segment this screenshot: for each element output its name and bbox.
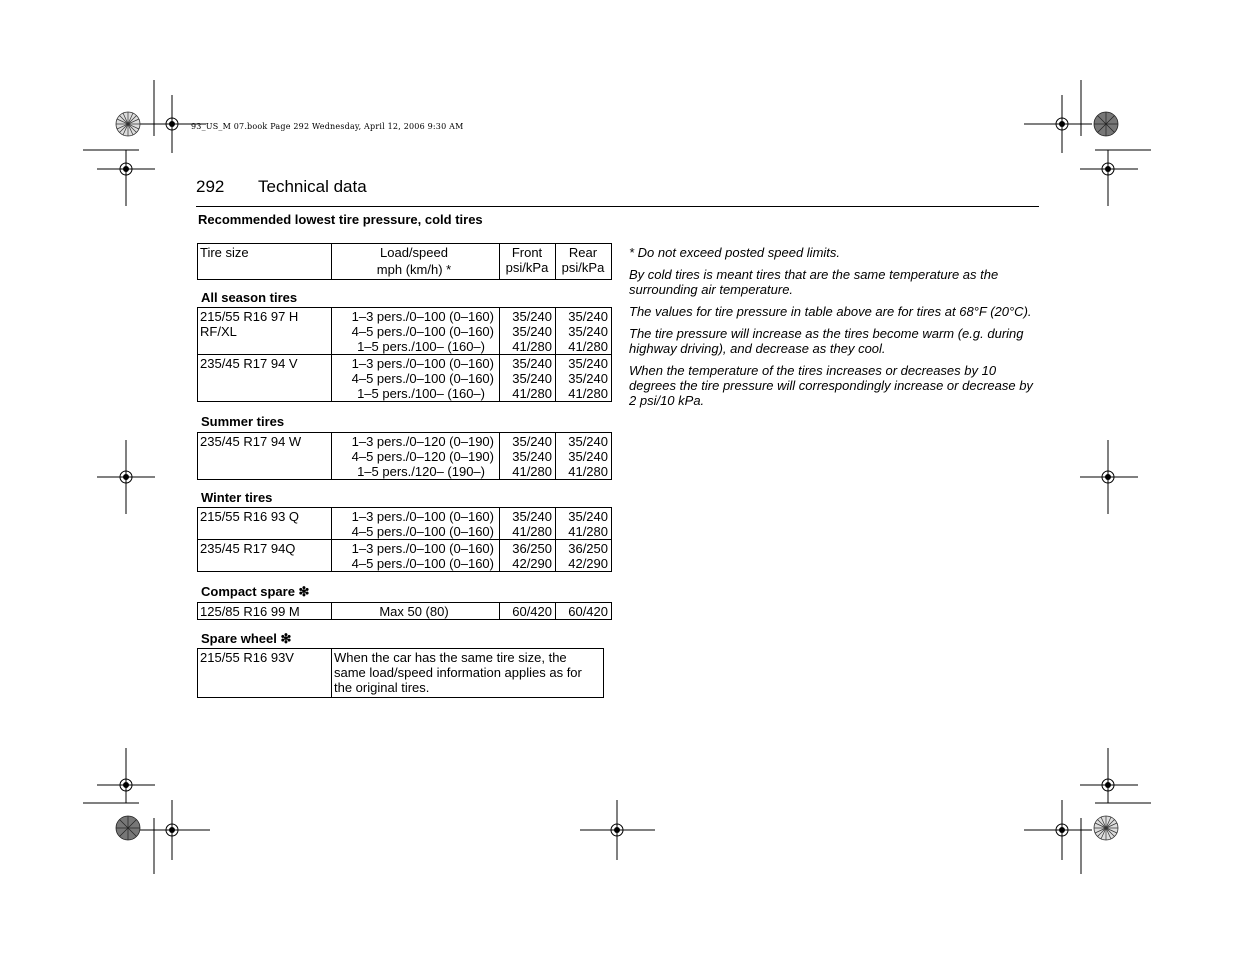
tire-size-cell: 215/55 R16 97 H RF/XL [198,308,332,355]
starburst-bottom-right [1094,816,1118,840]
col-header-front: Front psi/kPa [500,244,556,280]
crosshair-left-lower [97,748,155,803]
spare-wheel-table [197,648,604,698]
starburst-top-right [1094,112,1118,136]
rear-pressure-cell: 36/250 42/290 [556,540,612,572]
front-pressure-cell: 35/240 35/240 41/280 [500,433,556,480]
section-title-spare-wheel: Spare wheel ❇ [201,631,292,646]
tire-size-cell: 215/55 R16 93 Q [198,508,332,540]
tire-size-cell: 235/45 R17 94 W [198,433,332,480]
column-header-table [197,243,612,280]
header-rule [196,206,1039,207]
starburst-bottom-left [116,816,140,840]
crosshair-bottom-right [1024,800,1092,860]
table-row [198,433,612,480]
table-heading: Recommended lowest tire pressure, cold tires [198,212,483,227]
table-row [198,508,612,540]
load-speed-cell: 1–3 pers./0–100 (0–160) 4–5 pers./0–100 (0–160) [332,508,500,540]
front-pressure-cell: 35/240 41/280 [500,508,556,540]
print-slug: 93_US_M 07.book Page 292 Wednesday, April 12, 2006 9:30 AM [191,122,464,131]
tire-size-cell: 125/85 R16 99 M [198,603,332,620]
front-pressure-cell: 35/240 35/240 41/280 [500,308,556,355]
load-speed-cell: Max 50 (80) [332,603,500,620]
section-title-all-season: All season tires [201,290,298,305]
crosshair-top-right [1024,95,1092,153]
col-header-load-speed: Load/speed mph (km/h) * [332,244,500,280]
tire-size-cell: 215/55 R16 93V [198,649,332,698]
load-speed-cell: 1–3 pers./0–100 (0–160) 4–5 pers./0–100 (0–160) [332,540,500,572]
col-header-tire-size: Tire size [198,244,332,280]
table-row [198,649,604,698]
note-cold-tires: By cold tires is meant tires that are the same temperature as the surrounding air temperature. [629,267,999,297]
summer-table [197,432,612,480]
rear-pressure-cell: 35/240 41/280 [556,508,612,540]
note-pressure-increase: The tire pressure will increase as the tires become warm (e.g. during highway driving), and decrease as they cool. [629,326,1024,356]
page-header [196,177,367,197]
section-title-winter: Winter tires [201,490,273,505]
front-pressure-cell: 35/240 35/240 41/280 [500,355,556,402]
front-pressure-cell: 60/420 [500,603,556,620]
rear-pressure-cell: 35/240 35/240 41/280 [556,433,612,480]
starburst-top-left [116,112,140,136]
rear-pressure-cell: 35/240 35/240 41/280 [556,355,612,402]
note-temperature-change: When the temperature of the tires increases or decreases by 10 degrees the tire pressure will correspondingly increase or decrease by 2 psi/10 kPa. [629,363,1033,408]
table-row [198,540,612,572]
page-number: 292 [196,177,225,196]
load-speed-cell: 1–3 pers./0–100 (0–160) 4–5 pers./0–100 (0–160) 1–5 pers./100– (160–) [332,355,500,402]
col-header-rear: Rear psi/kPa [556,244,612,280]
section-title-summer: Summer tires [201,414,285,429]
load-speed-cell: 1–3 pers./0–120 (0–190) 4–5 pers./0–120 (0–190) 1–5 pers./120– (190–) [332,433,500,480]
table-row [198,355,612,402]
note-speed-limit: * Do not exceed posted speed limits. [629,245,841,260]
all-season-table [197,307,612,402]
compact-spare-table [197,602,612,620]
section-title-compact-spare: Compact spare ❇ [201,584,310,599]
load-speed-cell: 1–3 pers./0–100 (0–160) 4–5 pers./0–100 (0–160) 1–5 pers./100– (160–) [332,308,500,355]
note-temperature-basis: The values for tire pressure in table above are for tires at 68°F (20°C). [629,304,1032,319]
notes-column [629,245,1041,415]
front-pressure-cell: 36/250 42/290 [500,540,556,572]
rear-pressure-cell: 35/240 35/240 41/280 [556,308,612,355]
table-row [198,603,612,620]
table-row [198,308,612,355]
rear-pressure-cell: 60/420 [556,603,612,620]
crosshair-right-upper [1080,150,1138,206]
winter-table [197,507,612,572]
page-title: Technical data [258,177,367,196]
crosshair-left-upper [97,150,155,206]
tire-size-cell: 235/45 R17 94Q [198,540,332,572]
tire-size-cell: 235/45 R17 94 V [198,355,332,402]
crosshair-right-lower [1080,748,1138,803]
spare-wheel-note-cell: When the car has the same tire size, the same load/speed information applies as for the original tires. [332,649,604,698]
